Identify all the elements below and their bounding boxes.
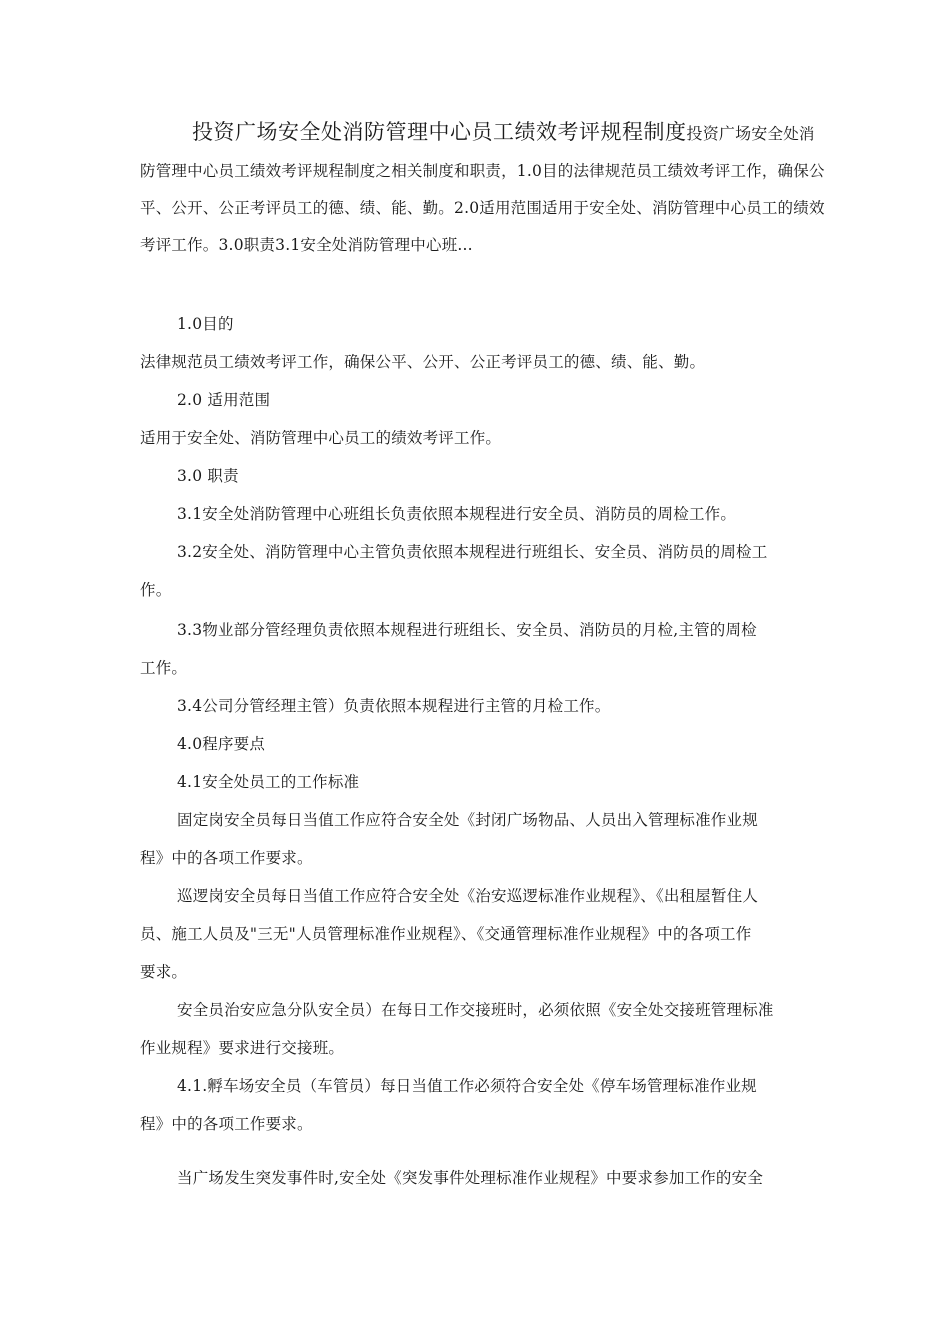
heading-procedure: 4.0程序要点 <box>177 735 266 753</box>
clause-parking-cont: 程》中的各项工作要求。 <box>140 1115 313 1133</box>
document-intro <box>140 114 830 264</box>
clause-3-3-cont: 工作。 <box>140 659 188 677</box>
clause-3-1: 3.1安全处消防管理中心班组长负责依照本规程进行安全员、消防员的周检工作。 <box>177 505 737 523</box>
document-title-tail: 投资广场安 <box>686 124 768 143</box>
paragraph-fixed-post-cont: 程》中的各项工作要求。 <box>140 849 313 867</box>
document-summary: 全处消防管理中心员工绩效考评规程制度之相关制度和职责，1.0目的法律规范员工绩效考评工作，确保公平、公开、公正考评员工的德、绩、能、勤。2.0适用范围适用于安全处、消防管理中心员工的绩效考评工作。3.0职责3.1安全处消防管理中心班... <box>140 125 825 254</box>
clause-3-2-cont: 作。 <box>140 581 172 599</box>
clause-parking: 4.1.孵车场安全员（车管员）每日当值工作必须符合安全处《停车场管理标准作业规 <box>177 1077 757 1095</box>
heading-4-1: 4.1安全处员工的工作标准 <box>177 773 360 791</box>
document-title: 投资广场安全处消防管理中心员工绩效考评规程制度 <box>192 120 687 144</box>
clause-3-2: 3.2安全处、消防管理中心主管负责依照本规程进行班组长、安全员、消防员的周检工 <box>177 543 768 561</box>
paragraph-emergency: 当广场发生突发事件时,安全处《突发事件处理标准作业规程》中要求参加工作的安全 <box>177 1169 764 1187</box>
paragraph-shift-handover: 安全员治安应急分队安全员）在每日工作交接班时，必须依照《安全处交接班管理标准 <box>177 1001 774 1019</box>
paragraph-scope: 适用于安全处、消防管理中心员工的绩效考评工作。 <box>140 429 502 447</box>
heading-scope: 2.0 适用范围 <box>177 391 271 409</box>
paragraph-patrol-post: 巡逻岗安全员每日当值工作应符合安全处《治安巡逻标准作业规程》、《出租屋暂住人 <box>177 887 759 905</box>
clause-3-3: 3.3物业部分管经理负责依照本规程进行班组长、安全员、消防员的月检,主管的周检 <box>177 621 757 639</box>
heading-purpose: 1.0目的 <box>177 315 234 333</box>
paragraph-fixed-post: 固定岗安全员每日当值工作应符合安全处《封闭广场物品、人员出入管理标准作业规 <box>177 811 758 829</box>
paragraph-shift-handover-cont: 作业规程》要求进行交接班。 <box>140 1039 345 1057</box>
paragraph-purpose: 法律规范员工绩效考评工作，确保公平、公开、公正考评员工的德、绩、能、勤。 <box>140 353 706 371</box>
paragraph-patrol-post-end: 要求。 <box>140 963 188 981</box>
clause-3-4: 3.4公司分管经理主管）负责依照本规程进行主管的月检工作。 <box>177 697 611 715</box>
heading-responsibilities: 3.0 职责 <box>177 467 239 485</box>
paragraph-patrol-post-cont: 员、施工人员及"三无"人员管理标准作业规程》、《交通管理标准作业规程》中的各项工作 <box>140 925 752 943</box>
